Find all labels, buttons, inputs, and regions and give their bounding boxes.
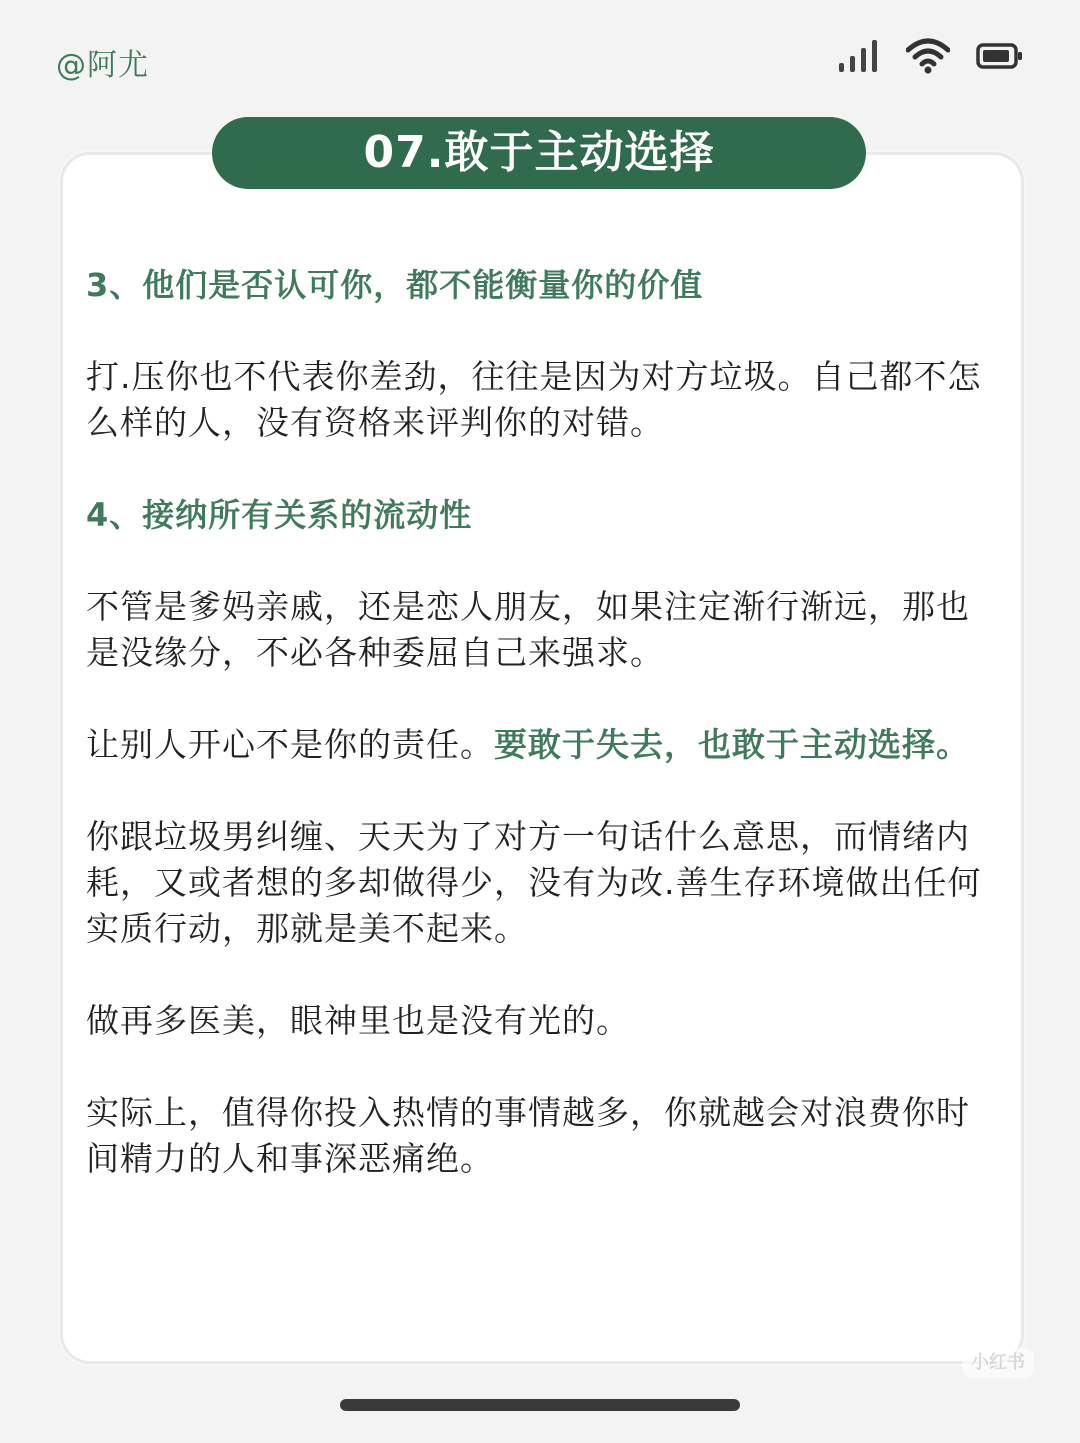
paragraph-4: 你跟垃圾男纠缠、天天为了对方一句话什么意思，而情绪内耗，又或者想的多却做得少，没有为改.善生存环境做出任何实质行动，那就是美不起来。 bbox=[86, 817, 982, 948]
signal-icon bbox=[838, 39, 880, 73]
article-body bbox=[86, 262, 996, 1182]
battery-icon bbox=[976, 42, 1024, 70]
heading-4: 4、接纳所有关系的流动性 bbox=[86, 496, 473, 534]
section-title: 07.敢于主动选择 bbox=[212, 117, 866, 189]
author-handle: @阿尤 bbox=[56, 48, 149, 83]
paragraph-6: 实际上，值得你投入热情的事情越多，你就越会对浪费你时间精力的人和事深恶痛绝。 bbox=[86, 1093, 970, 1178]
paragraph-3-highlight: 要敢于失去，也敢于主动选择。 bbox=[494, 725, 970, 764]
paragraph-2: 不管是爹妈亲戚，还是恋人朋友，如果注定渐行渐远，那也是没缘分，不必各种委屈自己来强求。 bbox=[86, 587, 970, 672]
wifi-icon bbox=[906, 38, 950, 74]
paragraph-3 bbox=[86, 722, 996, 768]
paragraph-5: 做再多医美，眼神里也是没有光的。 bbox=[86, 1001, 630, 1040]
paragraph-3-plain: 让别人开心不是你的责任。 bbox=[86, 725, 494, 764]
heading-3: 3、他们是否认可你，都不能衡量你的价值 bbox=[86, 266, 704, 304]
paragraph-1: 打.压你也不代表你差劲，往往是因为对方垃圾。自己都不怎么样的人，没有资格来评判你的对错。 bbox=[86, 357, 982, 442]
status-icons bbox=[838, 38, 1024, 74]
watermark-logo: 小红书 bbox=[962, 1348, 1034, 1378]
status-bar bbox=[0, 0, 1080, 110]
home-indicator[interactable] bbox=[340, 1399, 740, 1411]
